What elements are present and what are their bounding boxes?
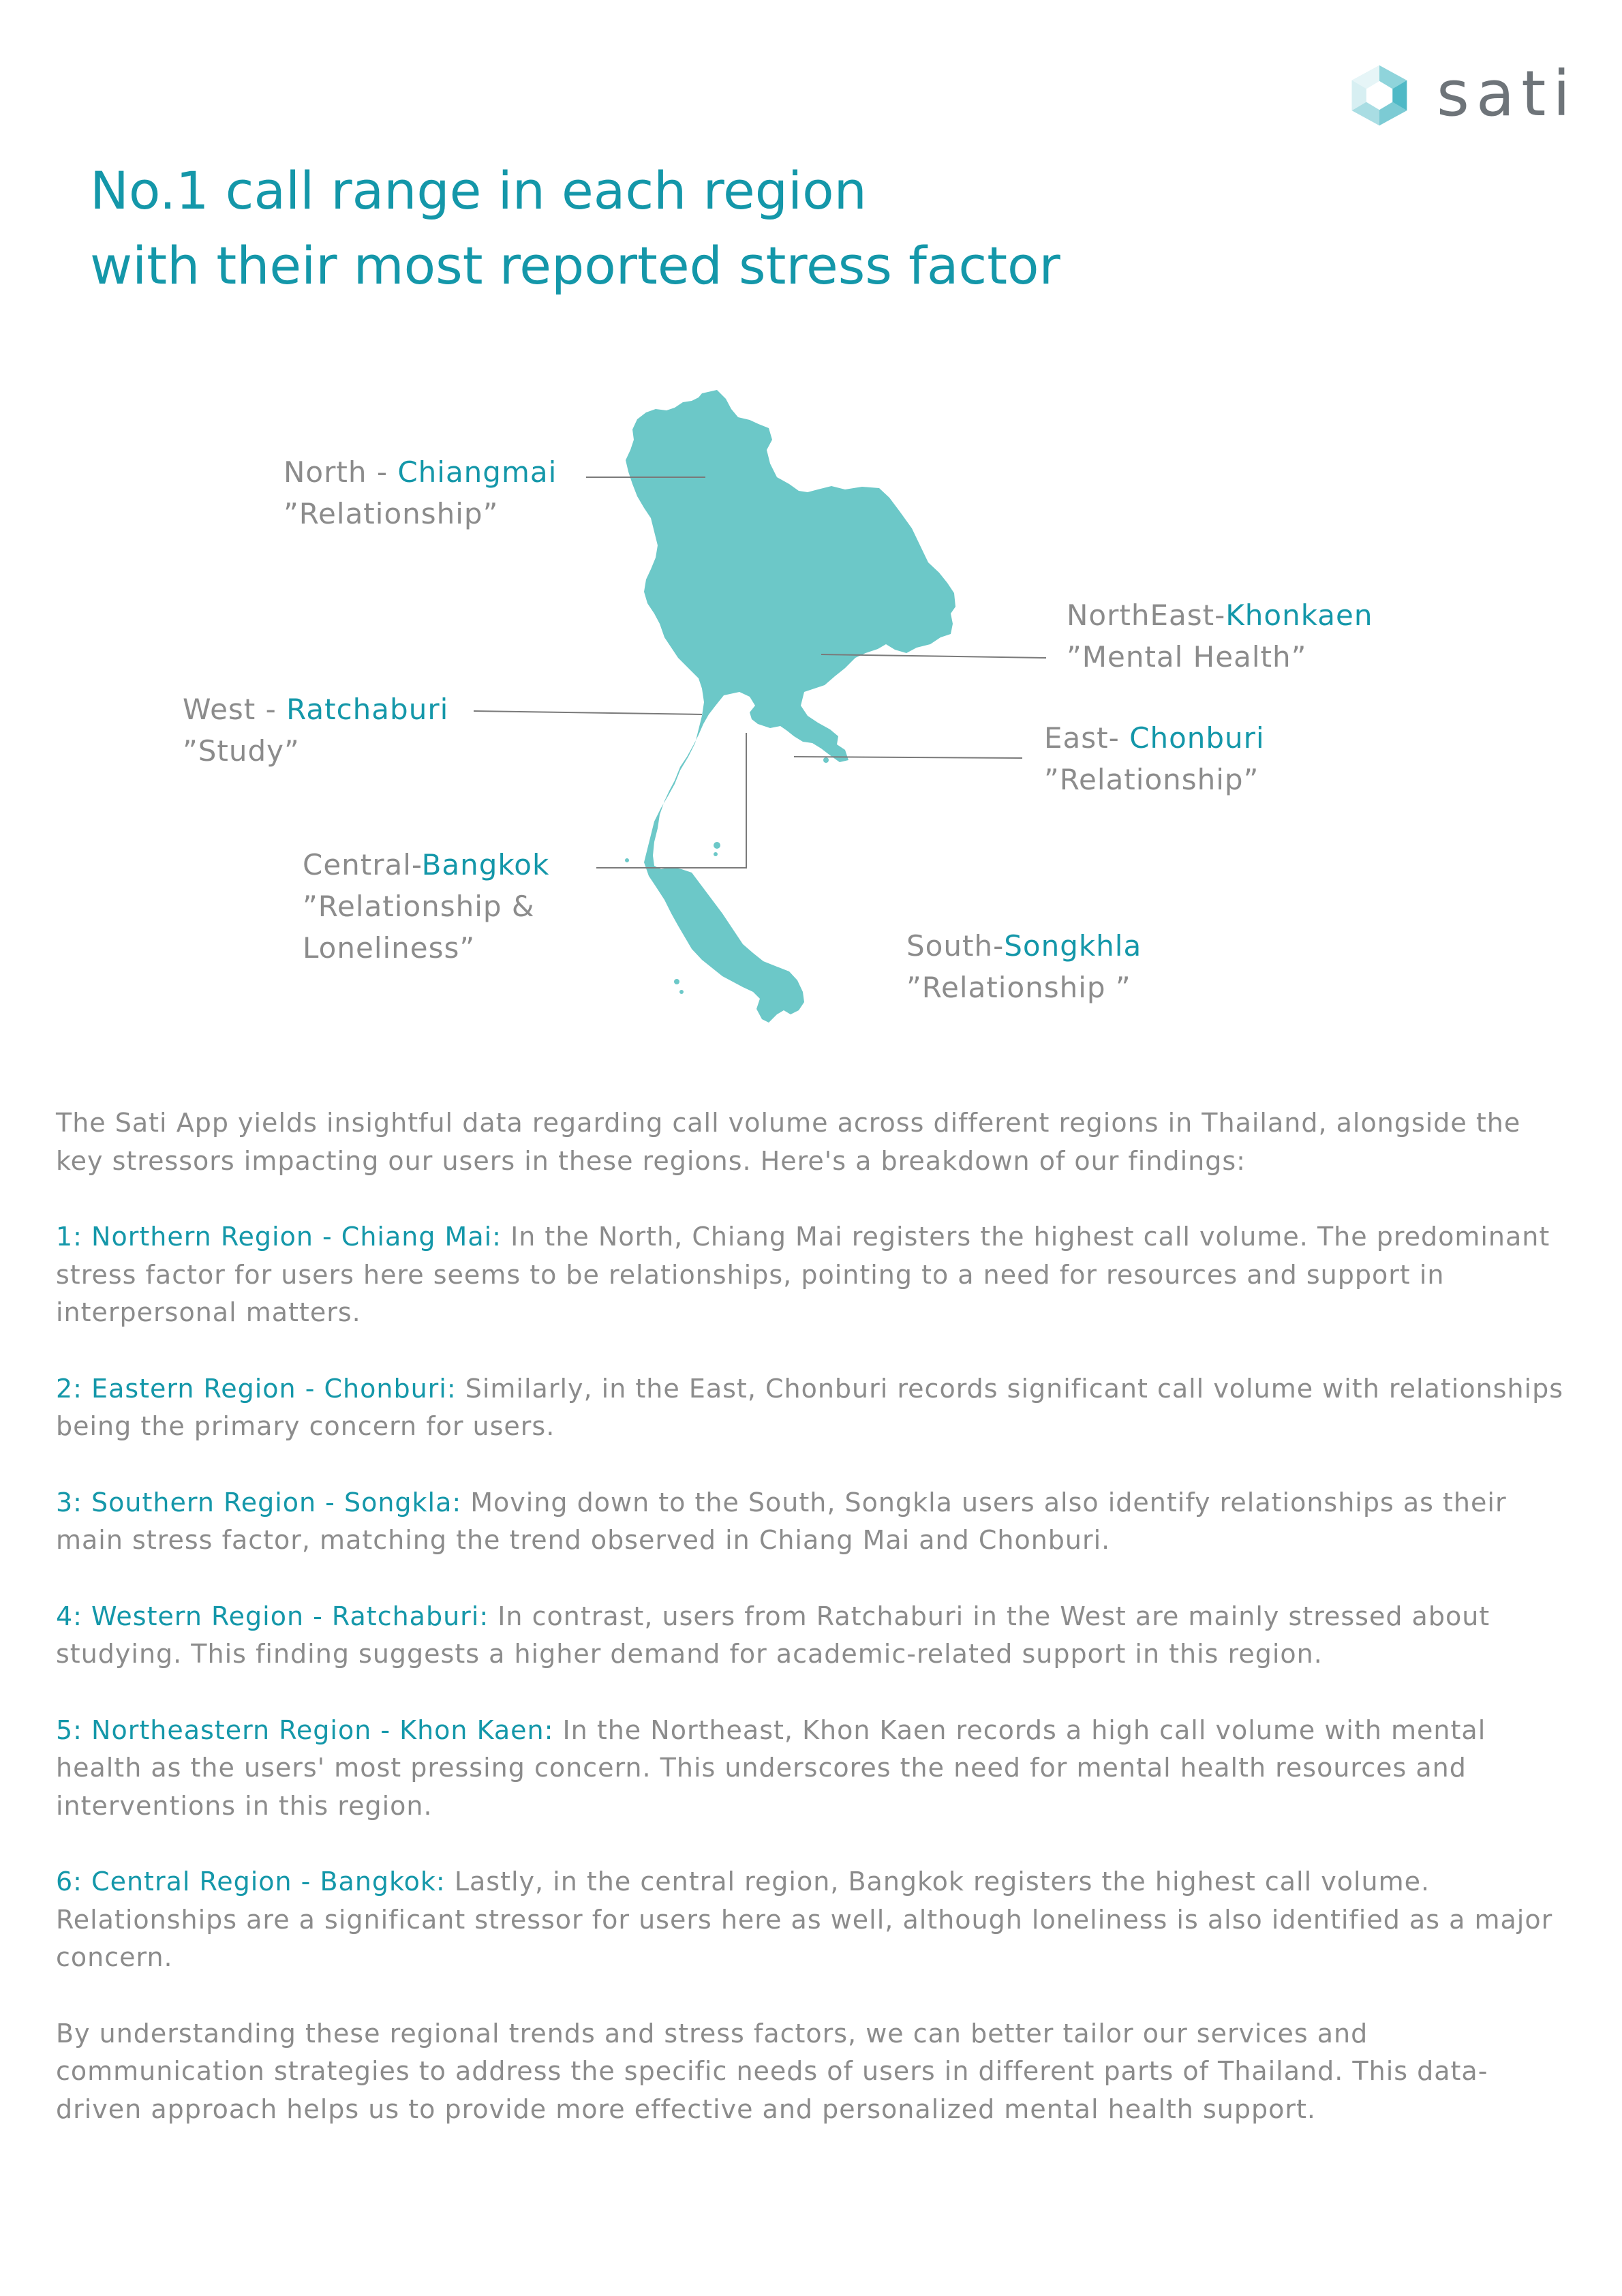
callout-west-region: West -	[183, 693, 287, 726]
sati-logo	[1347, 57, 1577, 138]
finding-6	[56, 1863, 1569, 1977]
island-tao	[625, 858, 629, 862]
callout-north	[284, 451, 557, 534]
callout-south-factor: ”Relationship ”	[906, 971, 1131, 1004]
callout-south	[906, 925, 1142, 1008]
finding-5	[56, 1712, 1569, 1826]
island-phangan	[714, 852, 718, 856]
callout-central-factor-line2: Loneliness”	[303, 931, 476, 965]
title-line-1: No.1 call range in each region	[90, 160, 867, 221]
callout-north-city: Chiangmai	[397, 455, 557, 489]
finding-3-text: Moving down to the South, Songkla users also identify relationships as their main stress factor, matching the trend observed in Chiang Mai and Chonburi.	[56, 1487, 1507, 1555]
finding-5-heading: 5: Northeastern Region - Khon Kaen:	[56, 1715, 554, 1745]
finding-3-heading: 3: Southern Region - Songkla:	[56, 1487, 462, 1517]
finding-4-heading: 4: Western Region - Ratchaburi:	[56, 1601, 489, 1631]
finding-2-text: Similarly, in the East, Chonburi records significant call volume with relationships being the primary concern for users.	[56, 1373, 1564, 1441]
callout-west-city: Ratchaburi	[286, 693, 449, 726]
callout-west-factor: ”Study”	[183, 734, 300, 768]
callout-south-region: South-	[906, 929, 1005, 963]
finding-2	[56, 1370, 1569, 1446]
callout-central	[303, 844, 549, 969]
finding-6-text: Lastly, in the central region, Bangkok registers the highest call volume. Relationships are a significant stressor for users here as well, although loneliness is also identified as a major concern.	[56, 1867, 1553, 1972]
finding-6-heading: 6: Central Region - Bangkok:	[56, 1867, 446, 1897]
callout-east-city: Chonburi	[1129, 721, 1265, 755]
page-title	[90, 153, 1060, 303]
finding-5-text: In the Northeast, Khon Kaen records a high call volume with mental health as the users' most pressing concern. This underscores the need for mental health resources and interventions in this region.	[56, 1715, 1486, 1821]
sati-logo-mark-icon	[1347, 63, 1412, 128]
finding-2-heading: 2: Eastern Region - Chonburi:	[56, 1373, 457, 1404]
callout-east-region: East-	[1044, 721, 1130, 755]
title-line-2: with their most reported stress factor	[90, 235, 1060, 296]
finding-1-heading: 1: Northern Region - Chiang Mai:	[56, 1222, 502, 1252]
callout-northeast	[1067, 594, 1373, 678]
callout-central-factor-line1: ”Relationship &	[303, 890, 535, 923]
callout-west	[183, 689, 448, 772]
island-samui	[714, 842, 720, 849]
callout-central-city: Bangkok	[421, 848, 550, 881]
island-lanta	[679, 990, 684, 994]
callout-central-region: Central-	[303, 848, 422, 881]
finding-4-text: In contrast, users from Ratchaburi in the West are mainly stressed about studying. This finding suggests a higher demand for academic-related support in this region.	[56, 1601, 1490, 1669]
callout-northeast-city: Khonkaen	[1225, 599, 1373, 632]
callout-northeast-factor: ”Mental Health”	[1067, 640, 1307, 674]
intro-paragraph: The Sati App yields insightful data regarding call volume across different regions in Thailand, alongside the key stressors impacting our users in these regions. Here's a breakdown of our findings:	[56, 1108, 1521, 1176]
callout-east-factor: ”Relationship”	[1044, 763, 1259, 796]
conclusion-paragraph: By understanding these regional trends and stress factors, we can better tailor our services and communication strategies to address the specific needs of users in different parts of Thailand. This data-driven approach helps us to provide more effective and personalized mental health support.	[56, 2018, 1488, 2124]
callout-northeast-region: NorthEast-	[1067, 599, 1226, 632]
finding-1-text: In the North, Chiang Mai registers the highest call volume. The predominant stress factor for users here seems to be relationships, pointing to a need for resources and support in interpersonal matters.	[56, 1222, 1550, 1327]
brand-name: sati	[1437, 57, 1577, 130]
island-phuket	[674, 979, 679, 984]
findings-body	[56, 1104, 1569, 2166]
callout-south-city: Songkhla	[1004, 929, 1142, 963]
callout-north-factor: ”Relationship”	[284, 497, 499, 530]
island-koh-chang	[823, 757, 829, 763]
callout-north-region: North -	[284, 455, 398, 489]
finding-4	[56, 1598, 1569, 1674]
finding-1	[56, 1218, 1569, 1332]
finding-3	[56, 1484, 1569, 1560]
callout-east	[1044, 717, 1265, 800]
